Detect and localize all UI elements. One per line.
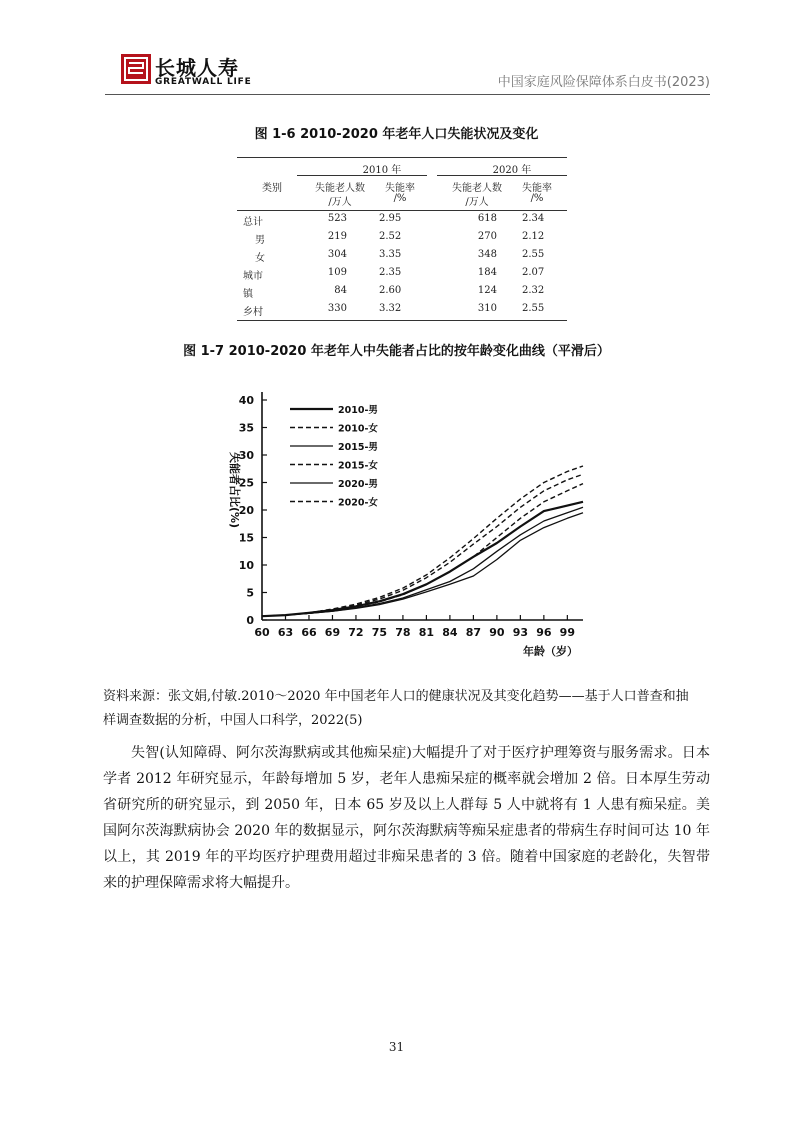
year-2010-underline: [297, 175, 427, 176]
x-axis-label: 年龄（岁）: [523, 645, 578, 658]
y-tick-label: 30: [238, 449, 254, 462]
series-line-2015-男: [262, 507, 583, 616]
page-number: 31: [388, 1040, 405, 1054]
table-cell-r2020: 2.55: [522, 249, 545, 260]
col-rate-2010-label: 失能率: [385, 183, 415, 194]
series-line-2020-女: [262, 484, 583, 617]
logo-english-name: GREATWALL LIFE: [155, 77, 252, 87]
y-tick-label: 15: [238, 531, 254, 545]
legend-label: 2015-男: [338, 442, 378, 453]
greatwall-logo-icon: [121, 54, 151, 84]
table-cell-c2010: 330: [327, 303, 347, 314]
y-axis-label: 失能者占比(%): [228, 451, 241, 529]
logo-chinese-name: 长城人寿: [155, 56, 239, 80]
table-cell-c2010: 304: [327, 249, 347, 260]
table-cell-r2010: 2.52: [379, 231, 402, 242]
table-cell-category: 乡村: [243, 307, 263, 318]
col-rate-2020-label: 失能率: [522, 183, 552, 194]
table-cell-r2020: 2.55: [522, 303, 545, 314]
y-tick-label: 5: [246, 586, 254, 600]
table-cell-r2020: 2.32: [522, 285, 545, 296]
y-tick-label: 35: [238, 421, 254, 435]
table-top-rule: [237, 157, 567, 158]
x-tick-label: 81: [418, 626, 435, 639]
table-cell-c2010: 523: [327, 213, 347, 224]
table-cell-c2010: 219: [327, 231, 347, 242]
y-tick-label: 20: [238, 504, 254, 517]
x-tick-label: 99: [559, 626, 575, 639]
series-line-2010-男: [262, 502, 583, 616]
year-2020-header: 2020 年: [492, 165, 532, 176]
table-cell-c2020: 124: [477, 285, 497, 296]
table-cell-c2020: 348: [477, 249, 497, 260]
disability-by-age-chart: [215, 385, 595, 665]
table-cell-category: 总计: [243, 217, 263, 228]
table-cell-c2020: 618: [477, 213, 497, 224]
table-cell-c2020: 310: [477, 303, 497, 314]
table-bottom-rule: [237, 320, 567, 321]
series-line-2020-男: [262, 513, 583, 616]
legend-label: 2010-男: [338, 405, 378, 416]
table-cell-r2010: 3.35: [379, 249, 402, 260]
y-tick-label: 40: [238, 394, 254, 407]
x-tick-label: 69: [324, 626, 341, 639]
page-header: [105, 50, 710, 95]
table-cell-category: 城市: [243, 271, 263, 282]
table-cell-r2020: 2.34: [522, 213, 545, 224]
table-cell-c2010: 84: [334, 285, 347, 296]
table-cell-category: 镇: [243, 289, 253, 300]
table-cell-r2020: 2.07: [522, 267, 545, 278]
col-count-2020-label: 失能老人数: [452, 183, 502, 194]
legend-label: 2020-男: [338, 479, 378, 490]
col-rate-2020-unit: /%: [530, 193, 544, 204]
table-cell-category: 女: [255, 253, 265, 264]
col-count-2020-unit: /万人: [465, 197, 489, 208]
table-cell-c2020: 184: [477, 267, 497, 278]
table-cell-r2020: 2.12: [522, 231, 545, 242]
col-count-2010-label: 失能老人数: [315, 183, 365, 194]
table-cell-c2010: 109: [327, 267, 347, 278]
x-tick-label: 72: [348, 626, 364, 639]
legend-label: 2020-女: [338, 497, 378, 509]
x-tick-label: 87: [465, 626, 482, 639]
x-tick-label: 75: [371, 626, 388, 639]
legend-label: 2010-女: [338, 423, 378, 435]
x-tick-label: 60: [254, 626, 270, 639]
x-tick-label: 93: [512, 626, 529, 639]
document-title: 中国家庭风险保障体系白皮书(2023): [497, 75, 710, 90]
table-cell-r2010: 2.95: [379, 213, 402, 224]
x-tick-label: 66: [301, 626, 317, 639]
table-header-rule: [237, 210, 567, 211]
x-tick-label: 90: [489, 626, 505, 639]
year-2010-header: 2010 年: [362, 165, 402, 176]
x-tick-label: 78: [395, 626, 411, 639]
table-cell-category: 男: [255, 235, 265, 246]
table-cell-r2010: 2.60: [379, 285, 402, 296]
figure-7-title: 图 1-7 2010-2020 年老年人中失能者占比的按年龄变化曲线（平滑后）: [183, 344, 610, 359]
table-cell-c2020: 270: [477, 231, 497, 242]
x-tick-label: 63: [277, 626, 294, 639]
year-2020-underline: [437, 175, 567, 176]
y-tick-label: 25: [238, 476, 254, 490]
legend-label: 2015-女: [338, 460, 378, 472]
body-paragraph: 失智(认知障碍、阿尔茨海默病或其他痴呆症)大幅提升了对于医疗护理筹资与服务需求。日本学者 2012 年研究显示，年龄每增加 5 岁，老年人患痴呆症的概率就会增加 2 倍。日本厚生劳动省研究所的研究显示，到 2050 年，日本 65 岁及以上人群每 5 人中就将有 1 人患有痴呆症。美国阿尔茨海默病协会 2020 年的数据显示，阿尔茨海默病等痴呆症患者的带病生存时间可达 10 年以上，其 2019 年的平均医疗护理费用超过非痴呆患者的 3 倍。随着中国家庭的老龄化，失智带来的护理保障需求将大幅提升。: [103, 745, 710, 891]
y-tick-label: 0: [246, 614, 254, 627]
col-rate-2010-unit: /%: [393, 193, 407, 204]
table-cell-r2010: 2.35: [379, 267, 402, 278]
x-tick-label: 84: [442, 626, 458, 639]
x-tick-label: 96: [536, 626, 552, 639]
source-citation: 资料来源：张文娟,付敏.2010～2020 年中国老年人口的健康状况及其变化趋势——基于人口普查和抽样调查数据的分析，中国人口科学，2022(5): [103, 689, 689, 728]
y-tick-label: 10: [238, 559, 254, 572]
table-cell-r2010: 3.32: [379, 303, 402, 314]
col-count-2010-unit: /万人: [328, 197, 352, 208]
series-line-2010-女: [262, 474, 583, 616]
figure-6-title: 图 1-6 2010-2020 年老年人口失能状况及变化: [254, 127, 539, 142]
category-header: 类别: [262, 183, 282, 194]
